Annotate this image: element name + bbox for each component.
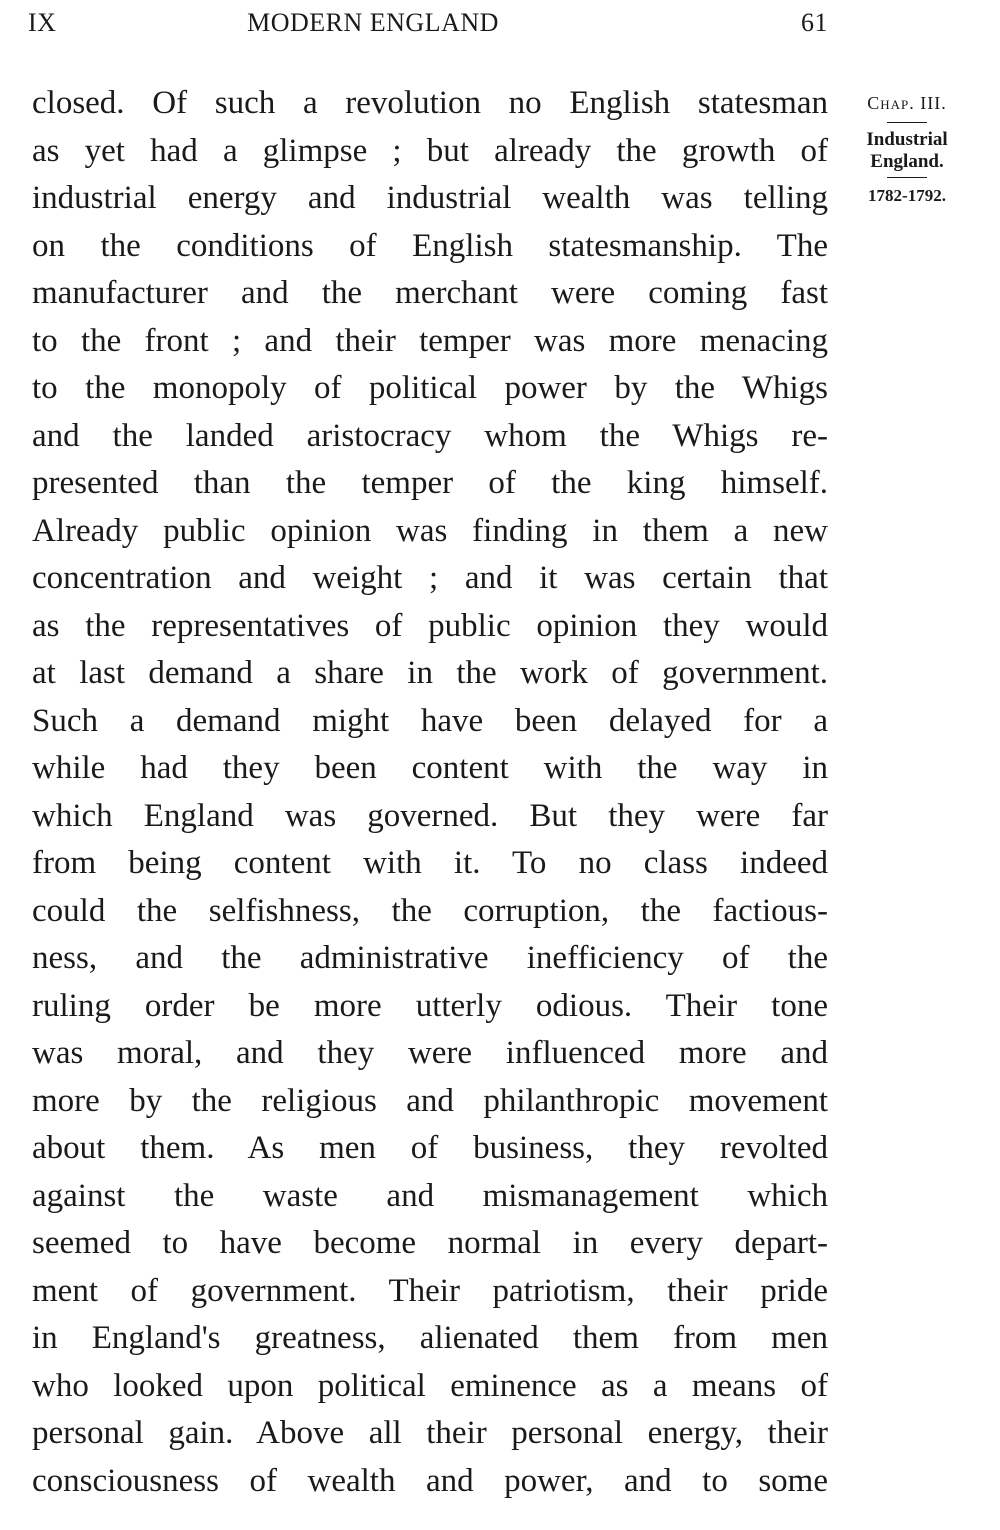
text-line: concentration and weight ; and it was certain that [32,560,828,596]
text-line: personal gain. Above all their personal energy, their [32,1415,828,1451]
text-line: ruling order be more utterly odious. Their tone [32,987,828,1024]
text-line: presented than the temper of the king himself. [32,465,828,501]
text-line: and the landed aristocracy whom the Whigs re- [32,417,828,454]
text-line: seemed to have become normal in every depart- [32,1225,828,1261]
text-line: to the monopoly of political power by the Whigs [32,370,828,406]
text-line: more by the religious and philanthropic movement [32,1082,828,1119]
text-line: industrial energy and industrial wealth was telling [32,180,828,216]
margin-topic-line: Industrial [866,129,948,150]
text-line: ment of government. Their patriotism, their pride [32,1272,828,1309]
text-line: Such a demand might have been delayed for a [32,702,828,739]
text-line: at last demand a share in the work of government. [32,655,828,691]
text-line: who looked upon political eminence as a means of [32,1367,828,1404]
text-line: ness, and the administrative inefficiency of the [32,940,828,976]
text-line: to the front ; and their temper was more menacing [32,322,828,359]
text-line: was moral, and they were influenced more and [32,1035,828,1071]
running-header [28,8,828,48]
text-line: from being content with it. To no class indeed [32,845,828,881]
text-line: in England's greatness, alienated them from men [32,1320,828,1356]
text-line: closed. Of such a revolution no English statesman [32,85,828,121]
text-line: about them. As men of business, they revolted [32,1130,828,1166]
text-line: on the conditions of English statesmanship. The [32,227,828,264]
margin-notes [842,88,972,208]
running-title: MODERN ENGLAND [247,8,499,37]
body-text [32,80,828,1505]
text-line: as yet had a glimpse ; but already the growth of [32,132,828,169]
margin-topic-line: England. [870,151,944,172]
text-line: as the representatives of public opinion they would [32,607,828,644]
margin-divider [887,177,927,178]
text-line: consciousness of wealth and power, and to some [32,1462,828,1499]
margin-chapter-label: Chap. III. [867,93,947,113]
text-line: which England was governed. But they were far [32,797,828,834]
text-line: could the selfishness, the corruption, the factious- [32,892,828,929]
margin-dates: 1782-1792. [868,186,946,205]
text-line: against the waste and mismanagement which [32,1177,828,1214]
chapter-numeral: IX [28,8,57,37]
text-line: manufacturer and the merchant were coming fast [32,275,828,311]
page-number: 61 [801,8,828,37]
text-line: Already public opinion was finding in them a new [32,512,828,549]
margin-divider [887,122,927,123]
text-line: while had they been content with the way in [32,750,828,786]
